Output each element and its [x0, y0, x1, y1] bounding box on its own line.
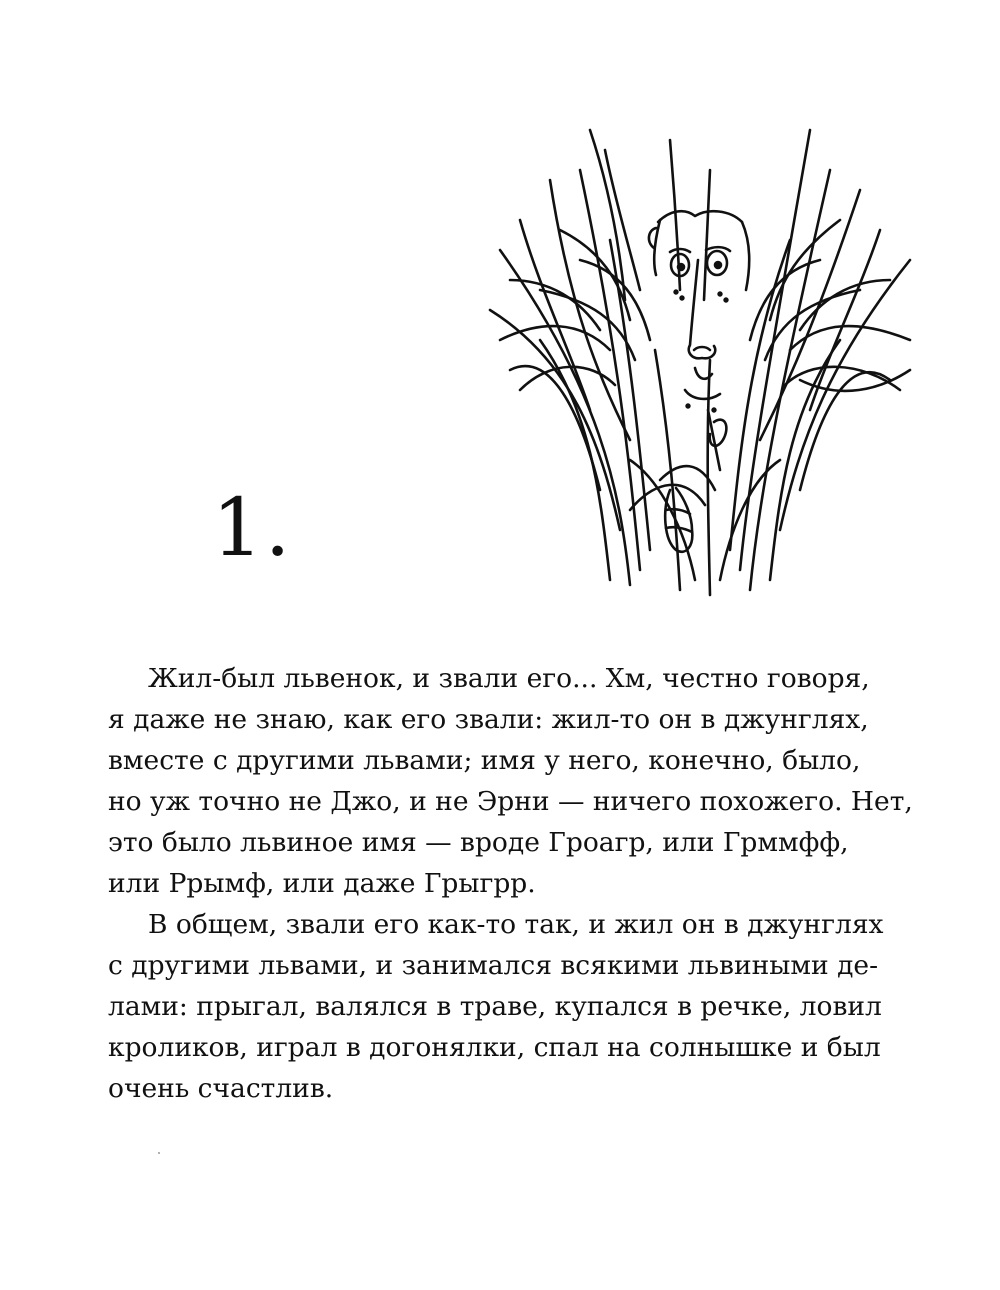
text-line: лами: прыгал, валялся в траве, купался в речке, ловил — [108, 991, 882, 1022]
text-line: или Ррымф, или даже Грыгрр. — [108, 868, 536, 899]
chapter-number: 1. — [212, 481, 293, 574]
text-line: но уж точно не Джо, и не Эрни — ничего похожего. Нет, — [108, 786, 913, 817]
text-line: кроликов, играл в догонялки, спал на солнышке и был — [108, 1032, 881, 1063]
text-line: В общем, звали его как-то так, и жил он в джунглях — [148, 909, 884, 940]
text-line: с другими львами, и занимался всякими львиными де- — [108, 950, 879, 981]
paper-speck — [158, 1152, 160, 1154]
text-line: это было львиное имя — вроде Гроагр, или Грммфф, — [108, 827, 849, 858]
lion-cub-hiding-in-grass-drawing — [480, 110, 920, 600]
body-text — [108, 658, 913, 1109]
text-line: очень счастлив. — [108, 1073, 334, 1104]
text-line: Жил-был львенок, и звали его... Хм, честно говоря, — [148, 663, 870, 694]
text-line: вместе с другими львами; имя у него, конечно, было, — [108, 745, 861, 776]
text-line: я даже не знаю, как его звали: жил-то он в джунглях, — [108, 704, 869, 735]
